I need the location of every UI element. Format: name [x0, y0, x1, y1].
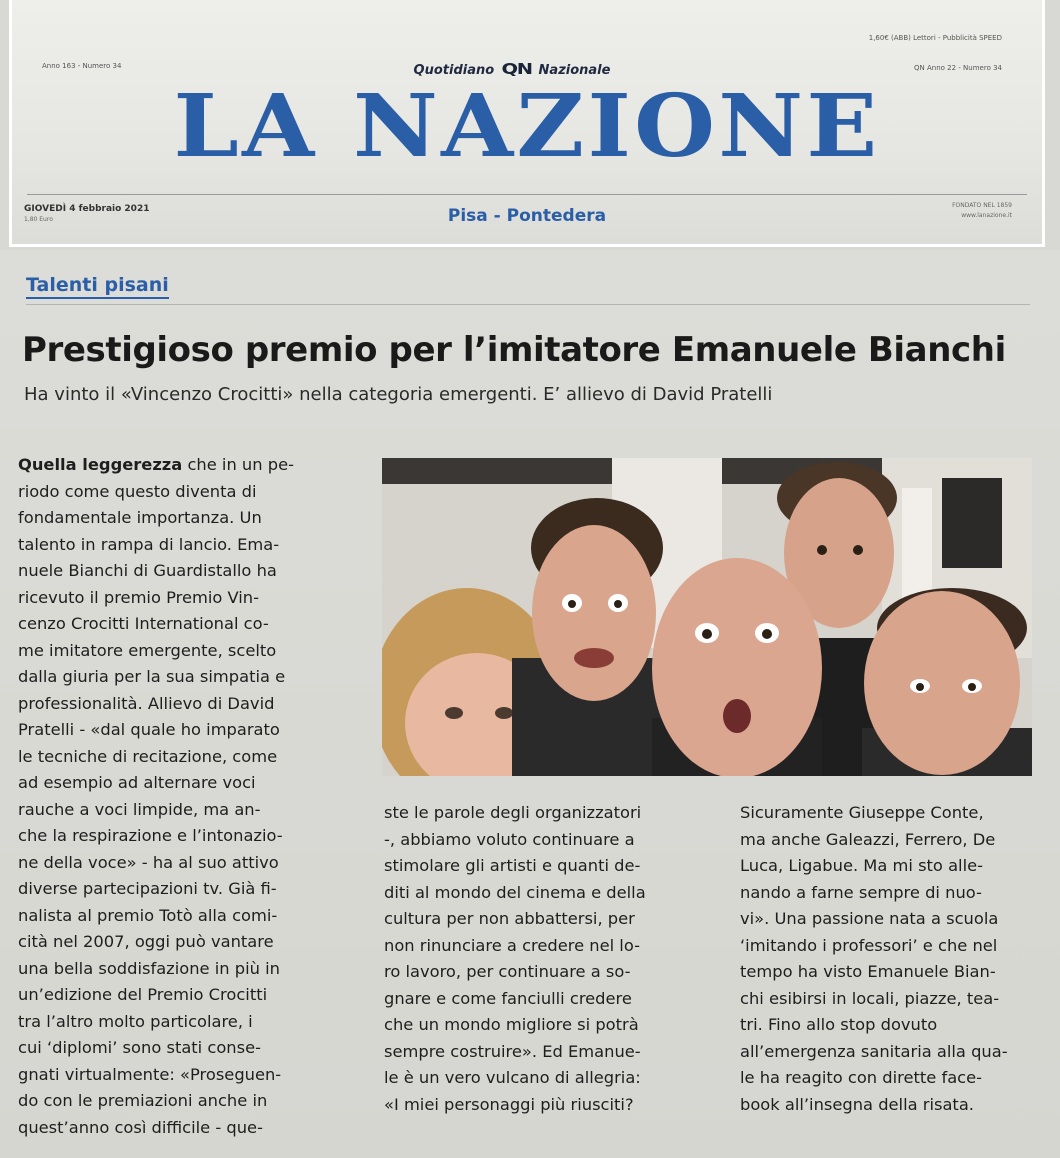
- column-line: una bella soddisfazione in più in: [18, 958, 280, 978]
- column-line: diverse partecipazioni tv. Già fi-: [18, 879, 277, 898]
- column-line: che la respirazione e l’intonazio-: [18, 826, 283, 845]
- column-line: gnati virtualmente: «Proseguen-: [18, 1064, 282, 1084]
- column-line: nalista al premio Totò alla comi-: [18, 905, 278, 925]
- issue-price: 1,80 Euro: [24, 216, 53, 223]
- article-subhead: Ha vinto il «Vincenzo Crocitti» nella categoria emergenti. E’ allievo di David Pratelli: [24, 384, 773, 405]
- column-line: ne della voce» - ha al suo attivo: [18, 852, 279, 872]
- website: www.lanazione.it: [961, 212, 1012, 219]
- column-line: nando a farne sempre di nuo-: [740, 882, 982, 902]
- masthead-clipping: [12, 0, 1042, 244]
- article-column-middle: [384, 800, 704, 1118]
- column-line: «I miei personaggi più riusciti?: [384, 1094, 634, 1114]
- article-headline: Prestigioso premio per l’imitatore Emanuele Bianchi: [22, 330, 1006, 370]
- column-line: chi esibirsi in locali, piazze, tea-: [740, 988, 1000, 1008]
- column-line: un’edizione del Premio Crocitti: [18, 985, 268, 1004]
- column-line: fondamentale importanza. Un: [18, 508, 262, 527]
- column-line: che un mondo migliore si potrà: [384, 1015, 639, 1034]
- column-line: ricevuto il premio Premio Vin-: [18, 587, 259, 607]
- column-line: le ha reagito con dirette face-: [740, 1068, 983, 1087]
- column-line: cui ‘diplomi’ sono stati conse-: [18, 1038, 261, 1057]
- column-line: ste le parole degli organizzatori: [384, 803, 642, 822]
- column-line: talento in rampa di lancio. Ema-: [18, 534, 280, 554]
- column-line: cità nel 2007, oggi può vantare: [18, 932, 274, 951]
- column-line: quest’anno così difficile - que-: [18, 1117, 263, 1137]
- qn-logo: QN: [501, 60, 532, 78]
- lead-rest: che in un pe-: [182, 455, 294, 474]
- column-line: ad esempio ad alternare voci: [18, 773, 256, 792]
- column-line: non rinunciare a credere nel lo-: [384, 935, 640, 955]
- column-line: dalla giuria per la sua simpatia e: [18, 667, 286, 686]
- issue-date: GIOVEDÌ 4 febbraio 2021: [24, 204, 150, 214]
- column-line: all’emergenza sanitaria alla qua-: [740, 1041, 1008, 1061]
- column-line: rauche a voci limpide, ma an-: [18, 799, 261, 819]
- section-topic: Talenti pisani: [26, 274, 169, 299]
- qn-issue-number: QN Anno 22 - Numero 34: [914, 64, 1002, 72]
- masthead-top-right-note: 1,60€ (ABB) Lettori - Pubblicità SPEED: [868, 34, 1002, 42]
- column-line: cultura per non abbattersi, per: [384, 909, 635, 928]
- article-clipping: [0, 250, 1060, 1158]
- qn-left-label: Quotidiano: [413, 63, 495, 78]
- column-line: book all’insegna della risata.: [740, 1094, 974, 1114]
- column-line: diti al mondo del cinema e della: [384, 882, 646, 902]
- column-line: Pratelli - «dal quale ho imparato: [18, 720, 280, 739]
- column-line: professionalità. Allievo di David: [18, 693, 275, 713]
- column-line: ma anche Galeazzi, Ferrero, De: [740, 829, 996, 849]
- qn-right-label: Nazionale: [538, 63, 611, 78]
- column-line: Sicuramente Giuseppe Conte,: [740, 803, 984, 822]
- lead-phrase: Quella leggerezza: [18, 455, 183, 474]
- column-line: stimolare gli artisti e quanti de-: [384, 856, 641, 875]
- local-edition: Pisa - Pontedera: [447, 206, 607, 226]
- column-line: tri. Fino allo stop dovuto: [740, 1015, 938, 1034]
- column-line: -, abbiamo voluto continuare a: [384, 829, 635, 849]
- column-line: do con le premiazioni anche in: [18, 1091, 268, 1110]
- topic-divider: [26, 304, 1030, 305]
- group-selfie-photo: [382, 458, 1032, 776]
- column-line: vi». Una passione nata a scuola: [740, 909, 999, 928]
- column-line: tra l’altro molto particolare, i: [18, 1011, 253, 1031]
- column-line: ro lavoro, per continuare a so-: [384, 962, 631, 981]
- article-column-left: [18, 452, 346, 1141]
- newspaper-title: LA NAZIONE: [173, 76, 881, 177]
- column-line: Luca, Ligabue. Ma mi sto alle-: [740, 856, 983, 875]
- column-line: gnare e come fanciulli credere: [384, 988, 632, 1008]
- article-photo: [382, 458, 1032, 776]
- column-line: riodo come questo diventa di: [18, 481, 257, 501]
- column-line: [18, 452, 346, 479]
- issue-number: Anno 163 - Numero 34: [42, 62, 122, 70]
- article-column-right: [740, 800, 1060, 1118]
- column-line: tempo ha visto Emanuele Bian-: [740, 962, 996, 981]
- column-line: le è un vero vulcano di allegria:: [384, 1068, 641, 1087]
- column-line: cenzo Crocitti International co-: [18, 614, 269, 633]
- column-line: me imitatore emergente, scelto: [18, 640, 277, 660]
- column-line: sempre costruire». Ed Emanue-: [384, 1041, 641, 1061]
- column-line: le tecniche di recitazione, come: [18, 746, 278, 766]
- founded-note: FONDATO NEL 1859: [952, 202, 1012, 209]
- column-line: ‘imitando i professori’ e che nel: [740, 935, 998, 955]
- masthead-divider: [27, 194, 1027, 195]
- column-line: nuele Bianchi di Guardistallo ha: [18, 561, 277, 580]
